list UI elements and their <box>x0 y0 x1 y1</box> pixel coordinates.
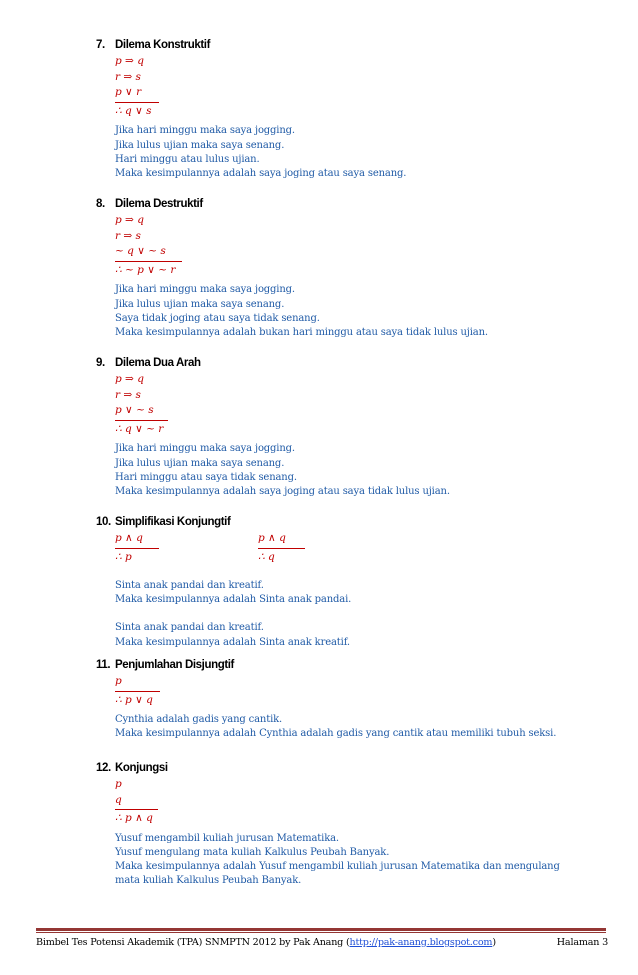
inference-rule <box>115 420 168 421</box>
section-title: 12. Konjungsi <box>96 762 168 774</box>
premise: p ∧ q <box>258 532 286 544</box>
conclusion: ∴ p ∨ q <box>115 693 153 706</box>
premise: p ⇒ q <box>115 373 144 385</box>
example-line: Hari minggu atau saya tidak senang. <box>115 471 297 483</box>
section-title: 10. Simplifikasi Konjungtif <box>96 516 231 528</box>
inference-rule <box>115 261 182 262</box>
example-line: Jika hari minggu maka saya jogging. <box>115 284 295 296</box>
example-line: Yusuf mengambil kuliah jurusan Matematika. <box>115 832 339 844</box>
example-line: Maka kesimpulannya adalah saya joging atau saya tidak lulus ujian. <box>115 485 450 497</box>
example-line: Jika hari minggu maka saya jogging. <box>115 125 295 137</box>
inference-rule <box>115 809 158 810</box>
premise: p <box>115 778 122 790</box>
example-line: Maka kesimpulannya adalah bukan hari minggu atau saya tidak lulus ujian. <box>115 326 488 338</box>
conclusion: ∴ p <box>115 550 132 563</box>
example-line: Jika lulus ujian maka saya senang. <box>115 298 285 310</box>
premise: r ⇒ s <box>115 70 141 83</box>
example-line: Jika hari minggu maka saya jogging. <box>115 443 295 455</box>
conclusion: ∴ q ∨ s <box>115 104 152 117</box>
premise: ~ q ∨ ~ s <box>115 245 166 258</box>
premise: r ⇒ s <box>115 388 141 401</box>
premise: p ⇒ q <box>115 55 144 67</box>
example-line: Saya tidak joging atau saya tidak senang. <box>115 312 320 324</box>
section-12 <box>96 761 626 889</box>
example-line: Maka kesimpulannya adalah Cynthia adalah gadis yang cantik atau memiliki tubuh seksi. <box>115 728 557 740</box>
example-line: Yusuf mengulang mata kuliah Kalkulus Peubah Banyak. <box>115 846 390 858</box>
premise: p ⇒ q <box>115 214 144 226</box>
example-line: Jika lulus ujian maka saya senang. <box>115 139 285 151</box>
example-line: Hari minggu atau lulus ujian. <box>115 153 260 165</box>
premise: p ∧ q <box>115 532 143 544</box>
section-11 <box>96 658 626 742</box>
conclusion: ∴ q ∨ ~ r <box>115 422 164 435</box>
example-line: Maka kesimpulannya adalah Sinta anak pandai. <box>115 594 352 606</box>
section-title: 8. Dilema Destruktif <box>96 198 203 210</box>
example-line: Jika lulus ujian maka saya senang. <box>115 457 285 469</box>
section-title: 7. Dilema Konstruktif <box>96 39 211 51</box>
footer-text-close: ) <box>492 937 496 948</box>
inference-rule <box>115 691 160 692</box>
footer-link[interactable]: http://pak-anang.blogspot.com <box>349 937 493 948</box>
inference-rule <box>115 548 159 549</box>
example-line: Maka kesimpulannya adalah Sinta anak kreatif. <box>115 636 350 648</box>
section-title: 11. Penjumlahan Disjungtif <box>96 659 234 671</box>
example-line: Cynthia adalah gadis yang cantik. <box>115 714 283 726</box>
page-footer <box>36 937 608 948</box>
inference-rule <box>115 102 159 103</box>
footer-rule <box>36 928 606 931</box>
example-line: mata kuliah Kalkulus Peubah Banyak. <box>115 875 302 887</box>
premise: q <box>115 793 122 806</box>
example-line: Maka kesimpulannya adalah saya joging atau saya senang. <box>115 167 407 179</box>
footer-rule-thin <box>36 932 606 933</box>
premise: p ∨ r <box>115 86 142 99</box>
conclusion: ∴ p ∧ q <box>115 812 153 825</box>
example-line: Maka kesimpulannya adalah Yusuf mengambil kuliah jurusan Matematika dan mengulang <box>115 861 560 873</box>
inference-rule <box>258 548 305 549</box>
example-line: Sinta anak pandai dan kreatif. <box>115 622 264 634</box>
page-number: Halaman 3 <box>556 937 608 948</box>
footer-text: Bimbel Tes Potensi Akademik (TPA) SNMPTN 2012 by Pak Anang ( <box>36 937 350 948</box>
premise: p <box>115 675 122 687</box>
section-9 <box>96 356 626 499</box>
section-title: 9. Dilema Dua Arah <box>96 357 201 369</box>
example-line: Sinta anak pandai dan kreatif. <box>115 580 264 591</box>
conclusion: ∴ ~ p ∨ ~ r <box>115 263 176 276</box>
section-8 <box>96 197 626 340</box>
section-7 <box>96 38 626 181</box>
premise: p ∨ ~ s <box>115 404 154 417</box>
premise: r ⇒ s <box>115 229 141 242</box>
section-10 <box>96 515 626 650</box>
conclusion: ∴ q <box>258 550 275 563</box>
